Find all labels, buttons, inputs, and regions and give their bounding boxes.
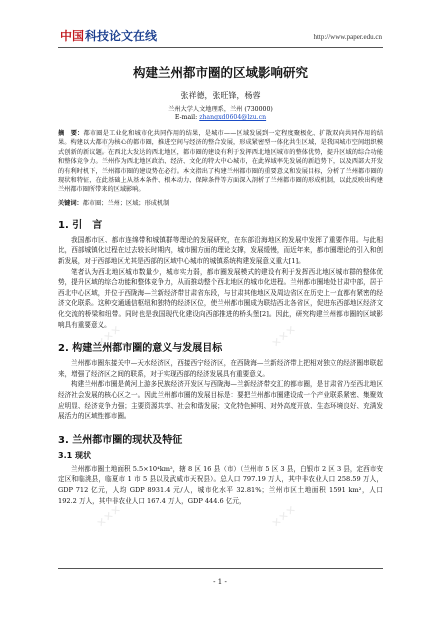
paper-email-line [58,114,383,121]
watermark: ✕✕✕ [269,132,299,161]
section-heading-intro: 1. 引 言 [58,219,103,231]
paragraph: 我国都市区、都市连绵带和城镇群等理论的发展研究，在东部沿海地区的发展中发挥了重要作用。与此相比，西部城镇化过程在过去较长时期内，城市圈方面的理论支撑，发展缓慢，而近年来，都市圈理论的引入和创新发展，对于西部地区尤其是西部的区域中心城市的城镇系统构建发展意义重大[1]。 [58,235,383,266]
section-heading-status: 3. 兰州都市圈的现状及特征 [58,434,183,446]
footer-rule [58,568,383,569]
keywords-text: 都市圈；兰州；区域；形成机制 [82,199,170,207]
abstract-label: 摘 要： [58,130,84,137]
watermark: ✕✕✕ [94,322,124,351]
watermark: ✕✕✕ [269,322,299,351]
paragraph: 兰州都市圈东接关中—天水经济区，西接西宁经济区，在西陇海—兰新经济带上把相对独立的经济圈串联起来，增强了经济区之间的联系，对于实现西部的经济发展具有重要意义。 [58,359,383,378]
watermark: ✕✕✕ [269,502,299,531]
site-url[interactable]: http://www.paper.edu.cn [313,33,382,41]
subsection-heading-status: 3.1 现状 [58,450,91,460]
email-label: E-mail: [174,114,198,121]
page-number: - 1 - [213,578,227,586]
watermark: ✕✕✕ [94,502,124,531]
paragraph: 构建兰州都市圈是黄河上游多民族经济开发区与西陇海—兰新经济带交汇的都市圈，是甘肃省乃至西北地区经济社会发展的核心区之一。因此兰州都市圈的发展目标是：要把兰州都市圈建设成一个产业联系紧密、集聚效应明显、经济竞争力强；主要资源共享、社会和谐发展；文化特色鲜明、对外高度开放、生态环境良好、充满发展活力的区域性都市圈。 [58,380,383,421]
section-heading-significance: 2. 构建兰州都市圈的意义与发展目标 [58,343,223,355]
paragraph: 笔者认为西北地区城市数量少，城市实力弱，都市圈发展模式的建设有利于发挥西北地区城市群的整体优势，提升区域的综合功能和整体竞争力，从而推动整个西北地区的城市化进程。兰州都市圈地处甘肃中部，居于西北中心区域，并位于西陇海—兰新经济带甘肃省东段，与甘肃其他地区及周边省区在历史上一直都有紧密的经济文化联系。这种交通通信枢纽和独特的经济区位，使兰州都市圈成为联结西北各省区，促进东西部地区经济文化交流的桥梁和纽带。同时也是我国现代化建设向西部推进的桥头堡[2]。因此，研究构建兰州都市圈的区域影响具有重要意义。 [58,267,383,329]
site-logo[interactable] [60,27,157,43]
abstract [58,129,383,195]
page-header [0,0,440,46]
paper-title: 构建兰州都市圈的区域影响研究 [132,65,308,80]
paragraph: 兰州都市圈土地面积 5.5×10⁴km²，辖 8 区 16 县（市）（兰州市 5 区 3 县，白银市 2 区 3 县，定西市安定区和临洮县，临夏市 1 市 5 县以及武威市天祝县）。总人口 797.19 万人，其中非农业人口 258.59 万人，GDP 712 亿元，人均 GDP 8931.4 元/人，城市化水平 32.81%；兰州市区土地面积 1591 km²，人口 192.2 万人，其中非农业人口 167.4 万人，GDP 444.6 亿元， [58,464,383,505]
paper-authors: 张祥德，张旺锋，杨蓉 [180,91,261,100]
paper-body [58,56,383,506]
header-rule [58,47,383,48]
email-link[interactable]: zhangxd0604@lzu.cn [199,114,267,121]
abstract-text: 都市圈是工业化和城市化共同作用的结果，是城市——区域发展到一定程度聚极化、扩散双向共同作用的结果。构建以大都市为核心的都市圈，推进空间与经济的整合发展，形成紧密型一体化共生区域，是我国城市空间组织模式创新的新议题。在西北大发达的西北地区，都市圈的建设有利于发挥西北地区城市的整体优势，提升区域的综合功能和整体竞争力。兰州作为西北地区政治、经济、文化的特大中心城市，在此界域率先发展的新趋势下，以及西部大开发的有利时机下，兰州都市圈的建设势在必行。本文指出了构建兰州都市圈的重要意义和发展目标，分析了兰州都市圈的现状和特征，在此基础上从基本条件、根本动力、保障条件等方面深入剖析了兰州都市圈的形成机制，以此反映出构建兰州都市圈所带来的区域影响。 [58,130,384,194]
keywords-label: 关键词： [58,199,83,207]
logo-text-cn: 中国 [60,28,85,43]
paper-affiliation: 兰州大学人文地理系，兰州 (730000) [168,106,273,113]
watermark: ✕✕✕ [94,132,124,161]
keywords [58,198,383,207]
logo-text-rest: 科技论文在线 [85,28,158,43]
